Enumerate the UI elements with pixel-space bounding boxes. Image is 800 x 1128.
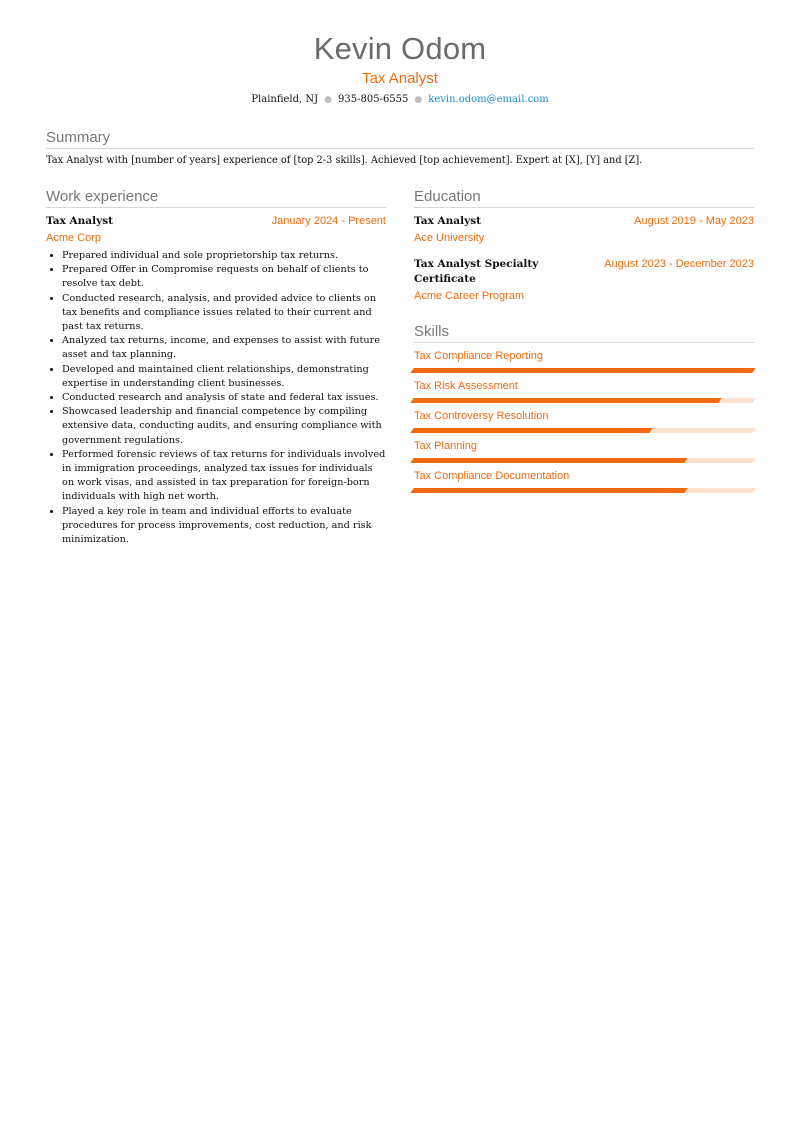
- skill-name: Tax Controversy Resolution: [414, 410, 549, 422]
- skill-name: Tax Planning: [414, 440, 477, 452]
- skill-level-fill: [410, 488, 687, 493]
- job-bullet: • Analyzed tax returns, income, and expenses to assist with future asset and tax planning.: [62, 334, 386, 362]
- job-bullet: • Prepared Offer in Compromise requests on behalf of clients to resolve tax debt.: [62, 263, 386, 291]
- skill-level-fill: [410, 368, 756, 373]
- skill-name: Tax Compliance Reporting: [414, 350, 544, 362]
- education-entry: [414, 257, 754, 303]
- contact-line: [46, 92, 754, 108]
- skill-item: [414, 349, 754, 373]
- education-entry: [414, 214, 754, 245]
- work-entry: [46, 214, 386, 547]
- job-date: January 2024 - Present: [271, 215, 386, 227]
- education-date: August 2019 - May 2023: [634, 215, 754, 227]
- resume-header: [46, 0, 754, 108]
- skill-level-bar: [410, 368, 756, 373]
- job-company: Acme Corp: [46, 232, 102, 244]
- job-bullet: • Developed and maintained client relationships, demonstrating expertise in understanding client businesses.: [62, 363, 386, 391]
- separator-dot-icon: ●: [324, 95, 333, 105]
- email-link[interactable]: kevin.odom@email.com: [428, 94, 549, 105]
- summary-text: Tax Analyst with [number of years] experience of [top 2-3 skills]. Achieved [top achievement]. Expert at [X], [Y] and [Z].: [46, 155, 643, 166]
- skill-item: [414, 409, 754, 433]
- right-column: [414, 188, 754, 547]
- skill-item: [414, 379, 754, 403]
- skill-level-bar: [410, 428, 756, 433]
- summary-section: [46, 129, 754, 168]
- skill-level-bar: [410, 398, 756, 403]
- location-text: Plainfield, NJ: [251, 94, 319, 105]
- job-bullets: [46, 249, 386, 547]
- skills-heading: Skills: [414, 323, 754, 343]
- skill-level-fill: [410, 458, 687, 463]
- education-heading: Education: [414, 188, 754, 208]
- job-bullet: • Prepared individual and sole proprietorship tax returns.: [62, 249, 386, 263]
- skill-level-fill: [410, 428, 653, 433]
- skill-name: Tax Compliance Documentation: [414, 470, 570, 482]
- skills-section: [414, 323, 754, 493]
- skill-item: [414, 469, 754, 493]
- job-bullet: • Conducted research and analysis of state and federal tax issues.: [62, 391, 386, 405]
- education-date: August 2023 - December 2023: [604, 258, 754, 270]
- skill-item: [414, 439, 754, 463]
- skill-level-bar: [410, 458, 756, 463]
- separator-dot-icon: ●: [414, 95, 423, 105]
- skill-level-fill: [410, 398, 721, 403]
- education-school: Ace University: [414, 232, 485, 244]
- candidate-headline: Tax Analyst: [362, 70, 438, 87]
- candidate-name: Kevin Odom: [313, 31, 487, 66]
- summary-heading: Summary: [46, 129, 754, 149]
- work-experience-heading: Work experience: [46, 188, 386, 208]
- two-column-body: [46, 188, 754, 547]
- job-bullet: • Conducted research, analysis, and provided advice to clients on tax benefits and compliance issues related to their current and past tax returns.: [62, 292, 386, 335]
- skill-name: Tax Risk Assessment: [414, 380, 518, 392]
- job-bullet: • Performed forensic reviews of tax returns for individuals involved in immigration proceedings, analyzed tax issues for individuals on work visas, and assisted in tax preparation for foreign-born individuals with high net worth.: [62, 448, 386, 505]
- skill-level-bar: [410, 488, 756, 493]
- education-degree: Tax Analyst Specialty Certificate: [414, 258, 539, 285]
- education-school: Acme Career Program: [414, 290, 525, 302]
- education-degree: Tax Analyst: [414, 215, 481, 227]
- job-bullet: • Showcased leadership and financial competence by compiling extensive data, conducting audits, and ensuring compliance with government regulations.: [62, 405, 386, 448]
- phone-text: 935-805-6555: [338, 94, 409, 105]
- left-column: [46, 188, 386, 547]
- job-position: Tax Analyst: [46, 215, 113, 227]
- job-bullet: • Played a key role in team and individual efforts to evaluate procedures for process improvements, cost reduction, and risk minimization.: [62, 505, 386, 548]
